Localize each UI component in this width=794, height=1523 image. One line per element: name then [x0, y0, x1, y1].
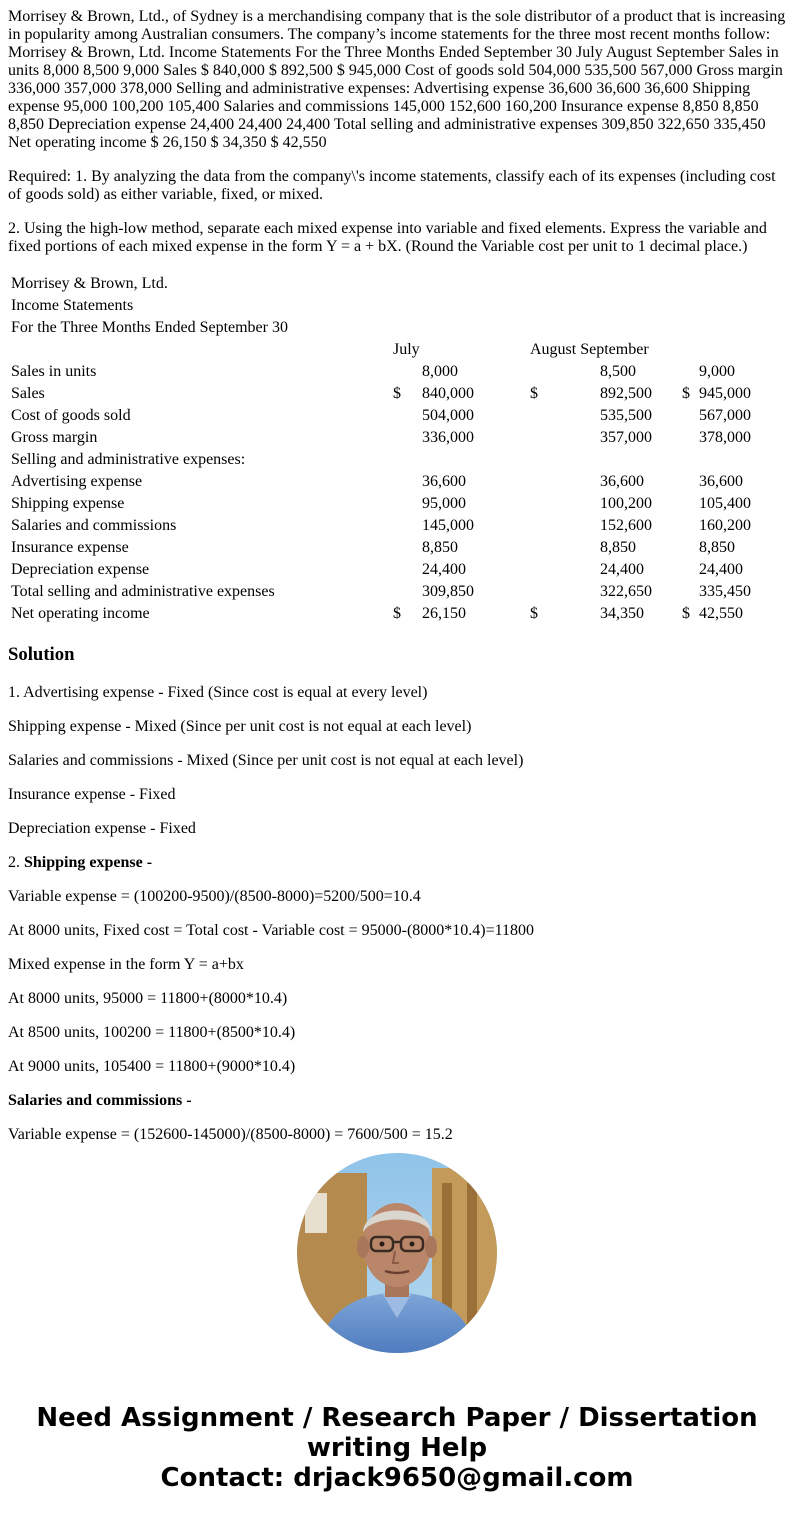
value-july: 24,400 [422, 561, 466, 578]
value-september: 335,450 [699, 583, 751, 600]
currency-september [681, 428, 696, 448]
row-label: Depreciation expense [11, 561, 150, 578]
solution-line: 1. Advertising expense - Fixed (Since cost is equal at every level) [8, 684, 428, 701]
row-label: Total selling and administrative expenses [11, 583, 275, 600]
currency-august [529, 516, 597, 536]
table-row [10, 560, 760, 580]
value-july: 8,000 [422, 363, 458, 380]
currency-september: $ [682, 605, 690, 622]
part-2-prefix: 2. [8, 854, 24, 871]
table-row [10, 362, 760, 382]
row-label: Net operating income [11, 605, 150, 622]
value-september: 24,400 [699, 561, 743, 578]
table-row [10, 516, 760, 536]
currency-august [529, 472, 597, 492]
currency-august: $ [530, 385, 538, 402]
value-august: 8,500 [600, 363, 636, 380]
value-august: 152,600 [600, 517, 652, 534]
table-row [10, 450, 760, 470]
solution-line: At 9000 units, 105400 = 11800+(9000*10.4) [8, 1058, 296, 1075]
solution-line: Salaries and commissions - Mixed (Since per unit cost is not equal at each level) [8, 752, 524, 769]
currency-september [681, 450, 696, 470]
currency-august [529, 582, 597, 602]
currency-september [681, 538, 696, 558]
currency-september [681, 406, 696, 426]
banner-line: Need Assignment / Research Paper / Dissertation [36, 1403, 758, 1433]
currency-july [392, 538, 419, 558]
row-label: Salaries and commissions [11, 517, 177, 534]
currency-july [392, 516, 419, 536]
salaries-heading: Salaries and commissions - [8, 1092, 192, 1109]
currency-september [681, 494, 696, 514]
contact-email: Contact: drjack9650@gmail.com [160, 1463, 634, 1493]
currency-july [392, 362, 419, 382]
author-photo-image [297, 1153, 497, 1353]
required-part-1: Required: 1. By analyzing the data from the company\'s income statements, classify each of its expenses (including cost of goods sold) as either variable, fixed, or mixed. [8, 168, 776, 203]
banner-line: writing Help [306, 1433, 488, 1463]
value-august: 100,200 [600, 495, 652, 512]
income-statement-table [8, 272, 762, 626]
column-headers [10, 340, 760, 360]
problem-intro: Morrisey & Brown, Ltd., of Sydney is a merchandising company that is the sole distributor of a product that is increasing in popularity among Australian consumers. The company’s income statements for the three most recent months follow: Morrisey & Brown, Ltd. Income Statements For the Three Months Ended September 30 July August September Sales in units 8,000 8,500 9,000 Sales $ 840,000 $ 892,500 $ 945,000 Cost of goods sold 504,000 535,500 567,000 Gross margin 336,000 357,000 378,000 Selling and administrative expenses: Advertising expense 36,600 36,600 36,600 Shipping expense 95,000 100,200 105,400 Salaries and commissions 145,000 152,600 160,200 Insurance expense 8,850 8,850 8,850 Depreciation expense 24,400 24,400 24,400 Total selling and administrative expenses 309,850 322,650 335,450 Net operating income $ 26,150 $ 34,350 $ 42,550 [8, 8, 786, 151]
value-july: 95,000 [422, 495, 466, 512]
row-label: Advertising expense [11, 473, 143, 490]
statement-header-company [10, 274, 760, 294]
currency-august [529, 450, 597, 470]
currency-july: $ [393, 605, 401, 622]
currency-july [392, 560, 419, 580]
table-row [10, 428, 760, 448]
row-label: Sales in units [11, 363, 97, 380]
currency-september: $ [682, 385, 690, 402]
currency-july [392, 406, 419, 426]
currency-august [529, 560, 597, 580]
value-september: 945,000 [699, 385, 751, 402]
value-august: 357,000 [600, 429, 652, 446]
solution-line: Variable expense = (100200-9500)/(8500-8000)=5200/500=10.4 [8, 888, 421, 905]
currency-july [392, 472, 419, 492]
value-july: 504,000 [422, 407, 474, 424]
value-september [698, 450, 760, 470]
author-photo [297, 1153, 497, 1353]
solution-section [8, 644, 786, 1144]
value-august: 535,500 [600, 407, 652, 424]
statement-header-period [10, 318, 760, 338]
currency-august [529, 428, 597, 448]
value-september: 8,850 [699, 539, 735, 556]
value-september: 36,600 [699, 473, 743, 490]
value-july: 36,600 [422, 473, 466, 490]
value-august: 34,350 [600, 605, 644, 622]
value-august: 24,400 [600, 561, 644, 578]
solution-part-2 [8, 854, 786, 872]
solution-line: Depreciation expense - Fixed [8, 820, 196, 837]
value-september: 9,000 [699, 363, 735, 380]
currency-august: $ [530, 605, 538, 622]
currency-september [681, 516, 696, 536]
value-july: 145,000 [422, 517, 474, 534]
currency-september [681, 472, 696, 492]
required-part-2: 2. Using the high-low method, separate each mixed expense into variable and fixed elements. Express the variable and fixed portions of each mixed expense in the form Y = a + bX. (Round the Variable cost per unit to 1 decimal place.) [8, 220, 767, 255]
currency-august [529, 494, 597, 514]
value-august [599, 450, 679, 470]
currency-july [392, 494, 419, 514]
solution-line: Variable expense = (152600-145000)/(8500-8000) = 7600/500 = 15.2 [8, 1126, 453, 1143]
value-july: 26,150 [422, 605, 466, 622]
value-august: 36,600 [600, 473, 644, 490]
row-label: Insurance expense [11, 539, 129, 556]
currency-july [392, 582, 419, 602]
table-row [10, 406, 760, 426]
row-label: Sales [11, 385, 45, 402]
row-label: Gross margin [11, 429, 98, 446]
contact-banner [0, 1403, 794, 1493]
solution-line: Shipping expense - Mixed (Since per unit cost is not equal at each level) [8, 718, 472, 735]
solution-heading: Solution [8, 644, 75, 665]
currency-september [681, 362, 696, 382]
statement-title: Income Statements [11, 297, 134, 314]
solution-line: At 8000 units, 95000 = 11800+(8000*10.4) [8, 990, 288, 1007]
salaries-heading-line [8, 1092, 786, 1110]
shipping-expense-heading: Shipping expense - [24, 854, 153, 871]
currency-august [529, 538, 597, 558]
currency-september [681, 560, 696, 580]
currency-august [529, 362, 597, 382]
currency-september [681, 582, 696, 602]
company-name: Morrisey & Brown, Ltd. [11, 275, 168, 292]
table-row [10, 582, 760, 602]
row-label: Cost of goods sold [11, 407, 131, 424]
solution-line: At 8500 units, 100200 = 11800+(8500*10.4) [8, 1024, 296, 1041]
value-july: 8,850 [422, 539, 458, 556]
value-september: 160,200 [699, 517, 751, 534]
value-july: 309,850 [422, 583, 474, 600]
currency-july [392, 450, 419, 470]
column-header-july: July [393, 341, 420, 358]
row-label: Shipping expense [11, 495, 125, 512]
column-header-august-september: August September [530, 341, 649, 358]
table-row [10, 472, 760, 492]
value-july [421, 450, 527, 470]
table-row [10, 494, 760, 514]
currency-august [529, 406, 597, 426]
value-august: 892,500 [600, 385, 652, 402]
table-row [10, 384, 760, 404]
value-september: 567,000 [699, 407, 751, 424]
value-august: 8,850 [600, 539, 636, 556]
currency-july [392, 428, 419, 448]
value-september: 105,400 [699, 495, 751, 512]
currency-july: $ [393, 385, 401, 402]
value-july: 840,000 [422, 385, 474, 402]
value-august: 322,650 [600, 583, 652, 600]
table-row [10, 604, 760, 624]
value-july: 336,000 [422, 429, 474, 446]
statement-header-title [10, 296, 760, 316]
row-label: Selling and administrative expenses: [11, 451, 246, 468]
value-september: 42,550 [699, 605, 743, 622]
solution-line: Insurance expense - Fixed [8, 786, 176, 803]
solution-line: Mixed expense in the form Y = a+bx [8, 956, 244, 973]
solution-line: At 8000 units, Fixed cost = Total cost - Variable cost = 95000-(8000*10.4)=11800 [8, 922, 535, 939]
value-september: 378,000 [699, 429, 751, 446]
statement-period: For the Three Months Ended September 30 [11, 319, 288, 336]
table-row [10, 538, 760, 558]
